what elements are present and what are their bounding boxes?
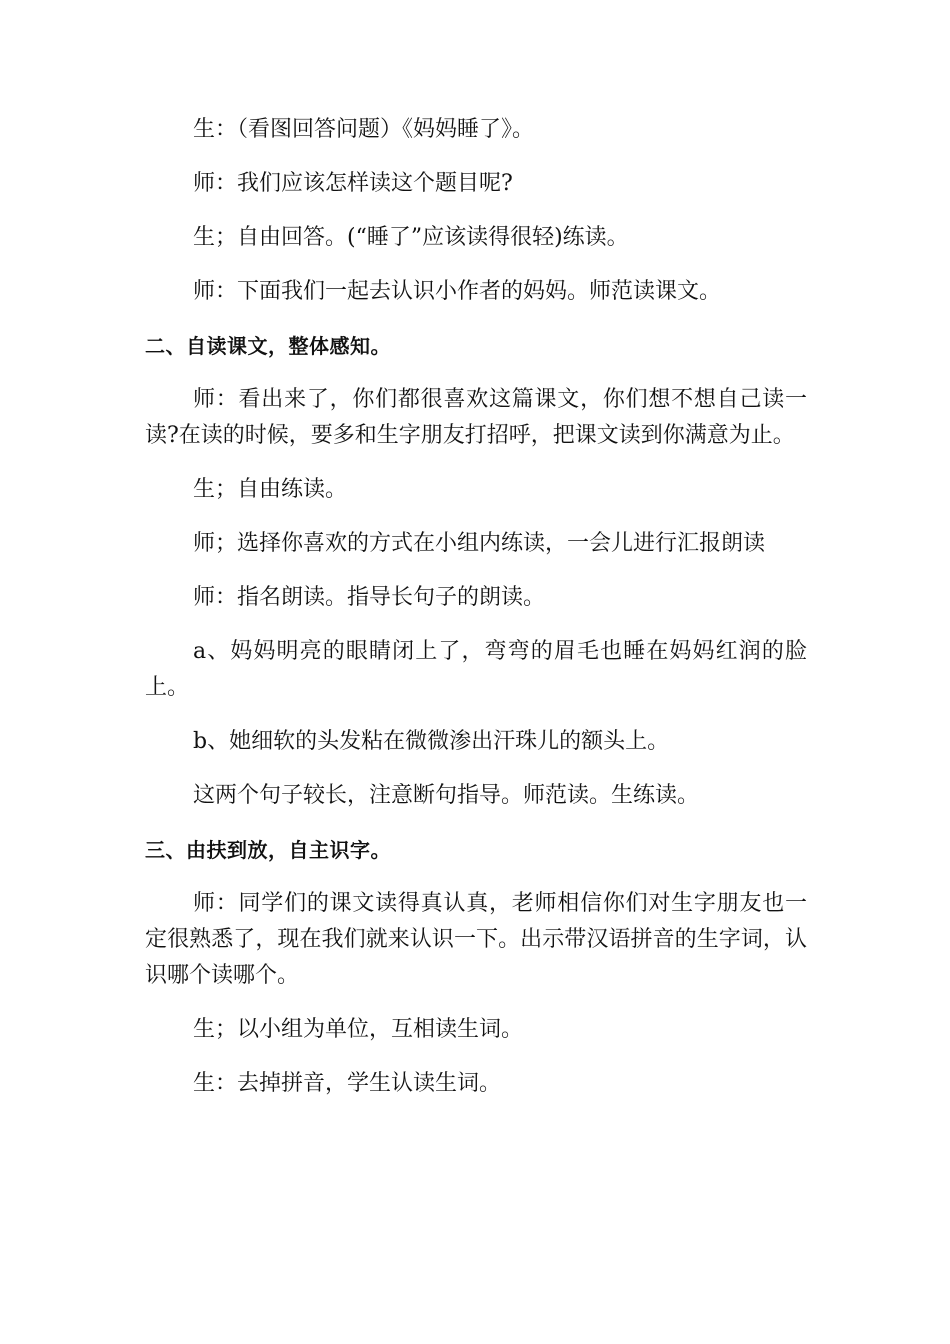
paragraph: 师：看出来了，你们都很喜欢这篇课文，你们想不想自己读一读?在读的时候，要多和生字朋友打招呼，把课文读到你满意为止。 [145,387,807,448]
section-heading: 三、由扶到放，自主识字。 [145,838,391,862]
paragraph: 生：（看图回答问题）《妈妈睡了》。 [193,117,535,142]
paragraph: 师：指名朗读。指导长句子的朗读。 [193,585,546,610]
paragraph: 师：我们应该怎样读这个题目呢? [193,171,513,196]
document-body [145,112,807,1120]
paragraph: 师：同学们的课文读得真认真，老师相信你们对生字朋友也一定很熟悉了，现在我们就来认识一下。出示带汉语拼音的生字词，认识哪个读哪个。 [145,891,807,988]
paragraph: a、妈妈明亮的眼睛闭上了，弯弯的眉毛也睡在妈妈红润的脸上。 [145,639,807,700]
paragraph: 生：去掉拼音，学生认读生词。 [193,1071,502,1096]
paragraph: 生；自由回答。(“睡了”应该读得很轻)练读。 [193,225,629,250]
paragraph: 师；选择你喜欢的方式在小组内练读，一会儿进行汇报朗读 [193,531,766,556]
paragraph: 这两个句子较长，注意断句指导。师范读。生练读。 [193,783,700,808]
section-heading: 二、自读课文，整体感知。 [145,334,391,358]
paragraph: b、她细软的头发粘在微微渗出汗珠儿的额头上。 [193,729,670,754]
paragraph: 生；以小组为单位，互相读生词。 [193,1017,524,1042]
paragraph: 生；自由练读。 [193,477,348,502]
paragraph: 师：下面我们一起去认识小作者的妈妈。师范读课文。 [193,279,722,304]
